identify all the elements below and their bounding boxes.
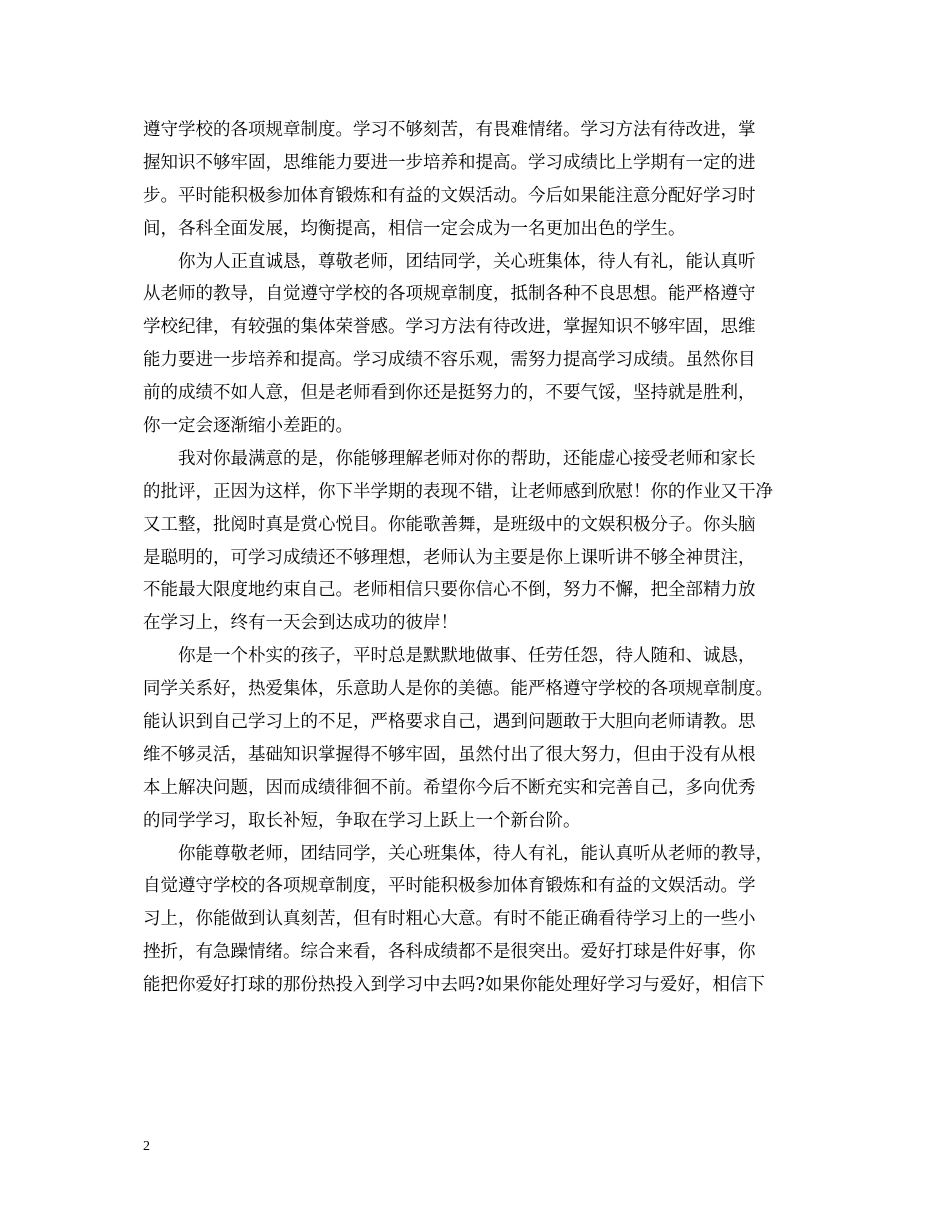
text-line: 挫折，有急躁情绪。综合来看，各科成绩都不是很突出。爱好打球是件好事，你 — [143, 942, 756, 963]
text-line: 本上解决问题，因而成绩徘徊不前。希望你今后不断充实和完善自己，多向优秀 — [143, 777, 756, 798]
text-line: 习上，你能做到认真刻苦，但有时粗心大意。有时不能正确看待学习上的一些小 — [143, 909, 756, 930]
paragraph-1 — [143, 114, 813, 246]
text-line-first: 你能尊敬老师，团结同学，关心班集体，待人有礼，能认真听从老师的教导， — [178, 843, 773, 864]
text-line: 前的成绩不如人意，但是老师看到你还是挺努力的，不要气馁，坚持就是胜利， — [143, 383, 756, 404]
text-line: 的同学学习，取长补短，争取在学习上跃上一个新台阶。 — [143, 810, 581, 831]
page-number: 2 — [143, 1139, 150, 1154]
text-line: 自觉遵守学校的各项规章制度，平时能积极参加体育锻炼和有益的文娱活动。学 — [143, 876, 756, 897]
text-line-first: 你是一个朴实的孩子，平时总是默默地做事、任劳任怨，待人随和、诚恳， — [178, 646, 756, 667]
paragraph-2 — [143, 246, 813, 443]
text-line: 在学习上，终有一天会到达成功的彼岸！ — [143, 613, 458, 634]
text-line: 遵守学校的各项规章制度。学习不够刻苦，有畏难情绪。学习方法有待改进，掌 — [143, 120, 756, 140]
text-line: 学校纪律，有较强的集体荣誉感。学习方法有待改进，掌握知识不够牢固，思维 — [143, 317, 756, 338]
text-line: 握知识不够牢固，思维能力要进一步培养和提高。学习成绩比上学期有一定的进 — [143, 152, 756, 173]
text-line: 又工整，批阅时真是赏心悦目。你能歌善舞，是班级中的文娱积极分子。你头脑 — [143, 514, 756, 535]
text-line: 能把你爱好打球的那份热投入到学习中去吗?如果你能处理好学习与爱好，相信下 — [143, 975, 765, 996]
text-line-first: 我对你最满意的是，你能够理解老师对你的帮助，还能虚心接受老师和家长 — [178, 448, 756, 469]
paragraph-4 — [143, 640, 813, 837]
paragraph-5 — [143, 838, 813, 1002]
text-line: 不能最大限度地约束自己。老师相信只要你信心不倒，努力不懈，把全部精力放 — [143, 580, 756, 601]
text-line: 的批评，正因为这样，你下半学期的表现不错，让老师感到欣慰！你的作业又干净 — [143, 481, 773, 502]
text-line: 能认识到自己学习上的不足，严格要求自己，遇到问题敢于大胆向老师请教。思 — [143, 712, 756, 733]
text-line: 是聪明的，可学习成绩还不够理想，老师认为主要是你上课听讲不够全神贯注， — [143, 547, 756, 568]
text-line-first: 你为人正直诚恳，尊敬老师，团结同学，关心班集体，待人有礼，能认真听 — [178, 251, 756, 272]
text-line: 能力要进一步培养和提高。学习成绩不容乐观，需努力提高学习成绩。虽然你目 — [143, 350, 756, 371]
text-line: 你一定会逐渐缩小差距的。 — [143, 416, 353, 437]
text-line: 同学关系好，热爱集体，乐意助人是你的美德。能严格遵守学校的各项规章制度。 — [143, 679, 773, 700]
paragraph-3 — [143, 443, 813, 640]
document-body — [143, 114, 813, 1002]
text-line: 步。平时能积极参加体育锻炼和有益的文娱活动。今后如果能注意分配好学习时 — [143, 185, 756, 206]
text-line: 维不够灵活，基础知识掌握得不够牢固，虽然付出了很大努力，但由于没有从根 — [143, 744, 756, 765]
text-line: 从老师的教导，自觉遵守学校的各项规章制度，抵制各种不良思想。能严格遵守 — [143, 284, 756, 305]
text-line: 间，各科全面发展，均衡提高，相信一定会成为一名更加出色的学生。 — [143, 218, 686, 239]
